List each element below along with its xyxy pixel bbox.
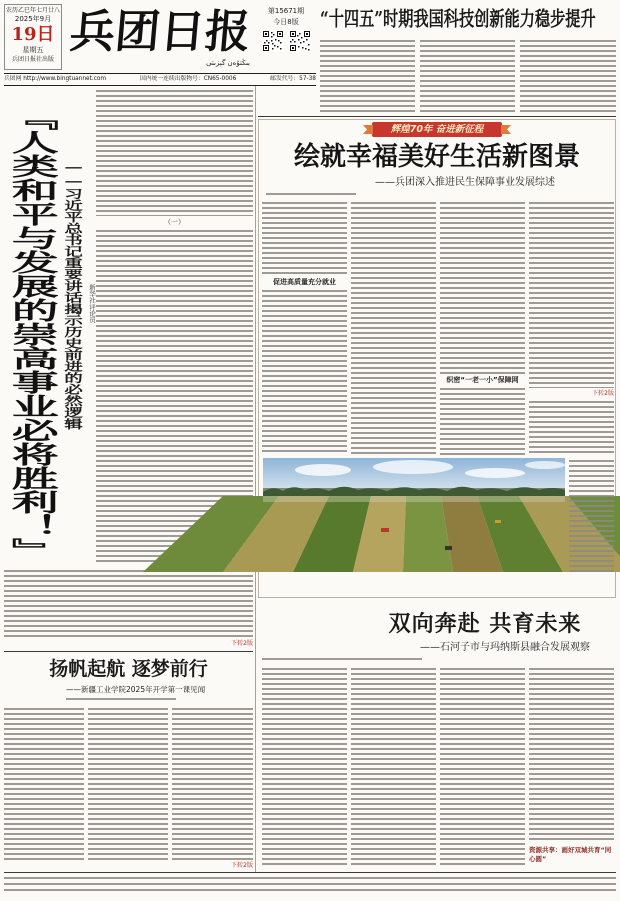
continued-notice: 下转2版 xyxy=(231,640,253,647)
feature-byline xyxy=(266,193,356,198)
city-headline: 双向奔赴 共育未来 xyxy=(388,611,582,637)
feature-body-column xyxy=(351,202,436,455)
city-subheadline: ——石河子市与玛纳斯县融合发展观察 xyxy=(420,642,590,653)
newspaper-title: 兵团日报 xyxy=(67,5,253,58)
feature-body-column xyxy=(262,202,347,276)
city-byline xyxy=(262,658,422,663)
feature-banner: 辉煌70年 奋进新征程 xyxy=(372,122,502,137)
weekday: 星期五 xyxy=(22,46,44,54)
top-story-headline: “十四五”时期我国科技创新能力稳步提升 xyxy=(320,7,596,31)
campus-byline xyxy=(66,698,176,703)
feature-body-column xyxy=(262,290,347,455)
city-body-column xyxy=(440,668,525,868)
campus-subheadline: ——新疆工业学院2025年开学第一课见闻 xyxy=(66,685,206,694)
day-of-month: 19日 xyxy=(11,24,55,45)
lead-body-text xyxy=(96,90,253,216)
campus-body-column xyxy=(172,708,253,860)
publisher: 兵团日报社出版 xyxy=(11,56,54,63)
footer-imprint xyxy=(4,877,616,895)
campus-headline: 扬帆起航 逐梦前行 xyxy=(49,658,208,680)
continued-notice: 下转2版 xyxy=(592,390,614,397)
serial-number: 国内统一连续出版物号：CN65-0006 xyxy=(139,76,237,82)
year-month: 2025年9月 xyxy=(14,15,52,23)
date-box xyxy=(4,4,62,70)
lead-author: 新华社评论员 xyxy=(88,284,96,323)
newspaper-title-uyghur: بىڭتۇەن گېزىتى xyxy=(206,59,250,67)
feature-body-column xyxy=(440,388,525,455)
qr-code-icon xyxy=(289,30,311,52)
continued-notice: 下转2版 xyxy=(231,862,253,869)
feature-subheadline: ——兵团深入推进民生保障事业发展综述 xyxy=(375,177,555,188)
lunar-date: 农历乙巳年七月廿八 xyxy=(5,7,60,14)
campus-body-column xyxy=(88,708,168,860)
feature-body-column xyxy=(529,202,614,388)
campus-body-column xyxy=(4,708,84,860)
tree-line xyxy=(263,487,565,496)
section-marker: （一） xyxy=(164,218,185,226)
top-story-body-column xyxy=(320,40,415,114)
postal-code: 邮发代号：57-38 xyxy=(270,76,316,82)
lead-body-text xyxy=(4,570,253,638)
city-subhead: 资源共享：画好双城共育“同心圆” xyxy=(529,846,612,863)
feature-body-column xyxy=(529,401,614,455)
footer-divider xyxy=(4,872,616,873)
website-url: 兵团网 http://www.bingtuannet.com xyxy=(4,76,107,82)
column-divider xyxy=(255,86,256,872)
lead-headline: 『人类和平与发展的崇高事业必将胜利！』 xyxy=(3,106,60,562)
issue-number: 第15671期 xyxy=(267,7,305,15)
feature-subhead: 织密“一老一小”保障网 xyxy=(446,376,519,384)
lead-subheadline: ——习近平总书记重要讲话揭示历史前进的必然逻辑 xyxy=(62,160,85,430)
section-divider xyxy=(258,116,616,117)
top-story-body-column xyxy=(520,40,616,114)
feature-headline: 绘就幸福美好生活新图景 xyxy=(293,142,580,172)
farmland-photo xyxy=(263,458,565,572)
section-divider xyxy=(4,651,253,652)
qr-code-icon xyxy=(262,30,284,52)
city-body-column xyxy=(351,668,436,868)
city-body-column xyxy=(529,668,614,842)
page-count: 今日8版 xyxy=(273,18,299,26)
city-body-column xyxy=(262,668,347,868)
info-bar xyxy=(4,73,316,86)
photo-caption xyxy=(569,460,614,572)
top-story-body-column xyxy=(420,40,515,114)
field-strips xyxy=(143,496,620,572)
feature-subhead: 促进高质量充分就业 xyxy=(273,278,336,286)
feature-body-column xyxy=(440,202,525,374)
